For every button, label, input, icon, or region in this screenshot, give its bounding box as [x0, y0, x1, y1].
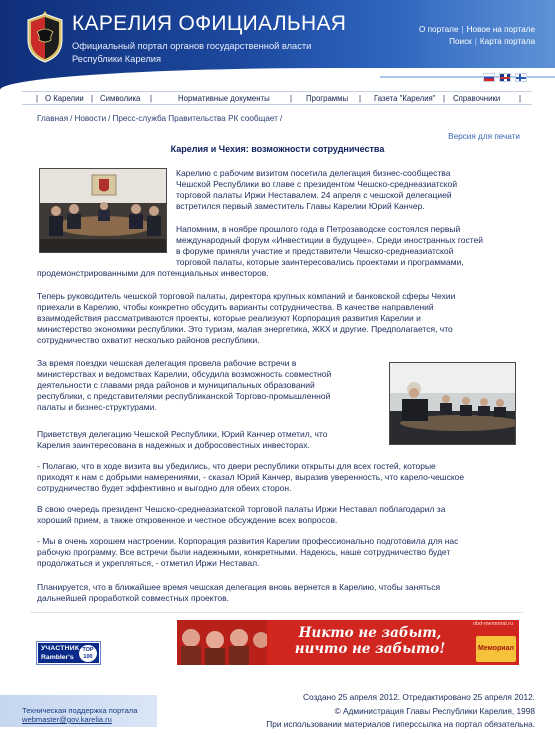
nav-item-legal-docs[interactable]: Нормативные документы	[178, 94, 270, 103]
nav-separator: |	[150, 94, 153, 103]
slogan-line: ничто не забыто!	[294, 640, 446, 657]
nav-separator: |	[91, 94, 94, 103]
nav-item-directories[interactable]: Справочники	[453, 94, 501, 103]
content-divider	[30, 612, 523, 613]
language-switcher	[483, 73, 527, 82]
nav-separator: |	[36, 94, 39, 103]
footer-copyright: © Администрация Главы Республики Карелия, 1998	[334, 705, 535, 716]
article-photo-meeting-1	[39, 168, 167, 253]
text-line: В свою очередь президент Чешско-среднеазиатской торговой палаты Иржи Неставал поблагодарил за	[37, 504, 446, 514]
site-subtitle	[72, 40, 352, 65]
text-line: сотрудничество охватит несколько районов республики.	[37, 334, 260, 345]
memorial-logo: Мемориал	[476, 636, 516, 662]
article-paragraph-2-end	[37, 268, 522, 279]
about-portal-link[interactable]: О портале	[418, 25, 459, 34]
support-label: Техническая поддержка портала	[22, 706, 138, 715]
nav-item-about-karelia[interactable]: О Карелии	[45, 94, 84, 103]
top-links: О портале | Новое на портале Поиск | Карта портала	[418, 25, 535, 46]
article-photo-meeting-2	[389, 362, 516, 445]
whats-new-link[interactable]: Новое на портале	[466, 25, 535, 34]
rambler-badge: TOP 100	[79, 645, 97, 662]
article-paragraph-4	[37, 358, 382, 413]
rambler-top100-banner[interactable]	[37, 642, 100, 664]
article-paragraph-7	[37, 504, 527, 526]
site-header	[0, 0, 555, 90]
article-paragraph-5	[37, 429, 382, 451]
search-link[interactable]: Поиск	[449, 37, 472, 46]
header-curve	[0, 68, 555, 90]
breadcrumb-separator: /	[70, 114, 73, 123]
text-line: Чешской Республики во главе с президентом Чешско-среднеазиатской	[176, 178, 458, 189]
text-line: дальнейшей проработкой совместных проектов.	[37, 592, 229, 603]
breadcrumb-separator: /	[279, 114, 283, 123]
article-paragraph-2	[176, 224, 521, 268]
footer-dates: Создано 25 апреля 2012. Отредактировано 25 апреля 2012.	[303, 692, 535, 702]
text-line: министерство экономики республики. Это туризм, малая энергетика, ЖКХ и другие. Предполагается, что	[37, 323, 453, 334]
text-line: Теперь руководитель чешской торговой палаты, директора крупных компаний и банковской сферы Чехии	[37, 291, 456, 301]
text-line: хороший прием, а также откровенное и честное обсуждение всех вопросов.	[37, 514, 338, 525]
nav-separator: |	[443, 94, 446, 103]
text-line: международный форум «Инвестиции в будущее». Среди иностранных гостей	[176, 234, 483, 245]
nav-separator: |	[519, 94, 522, 103]
text-line: Планируется, что в ближайшее время чешская делегация вновь вернется в Карелию, чтобы заняться	[37, 582, 441, 592]
sitemap-link[interactable]: Карта портала	[479, 37, 535, 46]
russian-flag-icon[interactable]	[483, 73, 495, 82]
soldier-portraits-icon	[177, 620, 267, 665]
footer-support	[0, 695, 157, 727]
subtitle-line: Официальный портал органов государственной власти	[72, 41, 312, 51]
text-line: сотрудничество будет эффективно и выгодно для обеих сторон.	[37, 482, 292, 493]
memorial-url: obd-memorial.ru	[472, 621, 513, 627]
text-line: торговой палаты Иржи Неставалем. 24 апреля с чешской делегацией	[176, 189, 452, 200]
footer-info	[266, 691, 535, 732]
text-line: - Полагаю, что в ходе визита вы убедились, что двери республики открыты для всех гостей, которые	[37, 461, 436, 471]
print-version-link[interactable]: Версия для печати	[448, 132, 520, 141]
footer-notice: При использовании материалов гиперссылка на портал обязательна.	[266, 719, 535, 729]
text-line: министерствах и ведомствах Карелии, обсудила возможность совместной	[37, 368, 332, 379]
nav-item-programs[interactable]: Программы	[306, 94, 349, 103]
article-paragraph-8	[37, 536, 527, 569]
article-paragraph-9	[37, 582, 527, 604]
rambler-label: УЧАСТНИК	[41, 645, 80, 652]
subtitle-line: Республики Карелия	[72, 53, 162, 64]
breadcrumb-separator: /	[108, 114, 111, 123]
breadcrumb	[37, 114, 284, 123]
text-line: республики, с представителями республиканской Торгово-промышленной	[37, 390, 331, 401]
slogan-line: Никто не забыт,	[298, 625, 442, 641]
text-line: приходят к нам с добрыми намерениями, - сказал Юрий Канчер, выразив уверенность, что карело-чешское	[37, 471, 465, 482]
text-line: рабочую программу. Все встречи были надежными, конкретными. Надеюсь, наше сотрудничество будет	[37, 546, 451, 557]
article-paragraph-3	[37, 291, 527, 346]
breadcrumb-home[interactable]: Главная	[37, 114, 69, 123]
rambler-brand: Rambler's	[41, 654, 74, 661]
text-line: Напомним, в ноябре прошлого года в Петрозаводске состоялся первый	[176, 224, 461, 234]
article-paragraph-1	[176, 168, 521, 212]
text-line: Карелию с рабочим визитом посетила делегация бизнес-сообщества	[176, 168, 451, 178]
support-email-link[interactable]: webmaster@gov.karelia.ru	[22, 715, 112, 724]
text-line: приехали в Карелию, чтобы конкретно обсудить варианты сотрудничества. В качестве направлений	[37, 301, 434, 312]
nav-separator: |	[359, 94, 362, 103]
nav-separator: |	[290, 94, 293, 103]
nav-item-symbols[interactable]: Символика	[100, 94, 141, 103]
text-line: торговой палаты, которые заинтересовались проектами и программами,	[176, 256, 464, 267]
memorial-slogan	[265, 626, 475, 657]
memorial-banner[interactable]	[177, 620, 519, 665]
text-line: За время поездки чешская делегация провела рабочие встречи в	[37, 358, 297, 368]
text-line: деятельности с главами ряда районов и муниципальных образований	[37, 379, 315, 390]
breadcrumb-news[interactable]: Новости	[74, 114, 107, 123]
text-line: - Мы в очень хорошем настроении. Корпорация развития Карелии профессионально подготовила для нас	[37, 536, 459, 546]
main-nav	[22, 91, 532, 105]
text-line: продолжаться и укрепляться, - отметил Иржи Нестaвал.	[37, 557, 260, 568]
text-line: палаты и бизнес-структурами.	[37, 401, 157, 412]
english-flag-icon[interactable]	[499, 73, 511, 82]
site-title[interactable]: КАРЕЛИЯ ОФИЦИАЛЬНАЯ	[72, 12, 347, 35]
finnish-flag-icon[interactable]	[515, 73, 527, 82]
article-title: Карелия и Чехия: возможности сотрудничества	[170, 144, 385, 154]
text-line: продемонстрированными для потенциальных инвесторов.	[37, 267, 269, 278]
text-line: встретился первый заместитель Главы Карелии Юрий Канчер.	[176, 200, 425, 211]
nav-item-newspaper[interactable]: Газета "Карелия"	[374, 94, 436, 103]
header-divider	[380, 76, 555, 78]
text-line: Приветствуя делегацию Чешской Республики, Юрий Канчер отметил, что	[37, 429, 328, 439]
text-line: в форуме приняли участие и представители Чешско-среднеазиатской	[176, 245, 454, 256]
article-paragraph-6	[37, 461, 527, 494]
coat-of-arms-icon[interactable]	[22, 10, 68, 64]
text-line: Карелия заинтересована в надежных и добросовестных инвесторах.	[37, 439, 310, 450]
text-line: взаимодействия рассматриваются проекты, которые реализуют Корпорация развития Карелии и	[37, 312, 421, 323]
breadcrumb-press-service[interactable]: Пресс-служба Правительства РК сообщает	[112, 114, 278, 123]
